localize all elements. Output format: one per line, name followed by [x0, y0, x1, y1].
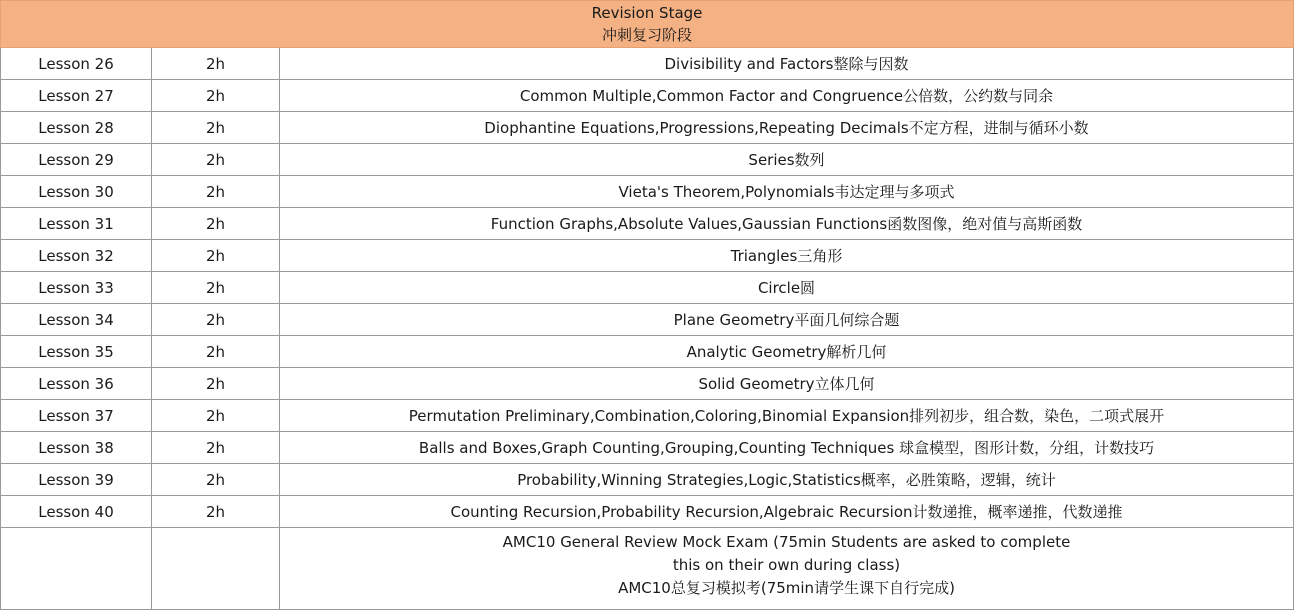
topic-cell: Permutation Preliminary,Combination,Coloring,Binomial Expansion排列初步，组合数，染色，二项式展开 [280, 400, 1294, 432]
table-row [1, 304, 1294, 336]
hours-cell: 2h [152, 304, 280, 336]
hours-cell: 2h [152, 144, 280, 176]
mock-exam-line2: this on their own during class) [672, 556, 901, 574]
lesson-cell [1, 528, 152, 610]
table-row [1, 48, 1294, 80]
hours-cell: 2h [152, 240, 280, 272]
topic-cell: Analytic Geometry解析几何 [280, 336, 1294, 368]
mock-exam-line3: AMC10总复习模拟考(75min请学生课下自行完成) [618, 579, 955, 597]
hours-cell: 2h [152, 432, 280, 464]
table-row [1, 432, 1294, 464]
hours-cell: 2h [152, 80, 280, 112]
lesson-cell: Lesson 34 [1, 304, 152, 336]
hours-cell: 2h [152, 272, 280, 304]
lesson-cell: Lesson 39 [1, 464, 152, 496]
lesson-cell: Lesson 30 [1, 176, 152, 208]
hours-cell: 2h [152, 400, 280, 432]
topic-cell: Counting Recursion,Probability Recursion,Algebraic Recursion计数递推，概率递推，代数递推 [280, 496, 1294, 528]
lesson-cell: Lesson 35 [1, 336, 152, 368]
lesson-cell: Lesson 32 [1, 240, 152, 272]
hours-cell: 2h [152, 336, 280, 368]
lesson-cell: Lesson 38 [1, 432, 152, 464]
topic-cell: Triangles三角形 [280, 240, 1294, 272]
hours-cell: 2h [152, 176, 280, 208]
mock-exam-cell [280, 528, 1294, 610]
topic-cell: Common Multiple,Common Factor and Congruence公倍数，公约数与同余 [280, 80, 1294, 112]
lesson-cell: Lesson 40 [1, 496, 152, 528]
topic-cell: Function Graphs,Absolute Values,Gaussian Functions函数图像，绝对值与高斯函数 [280, 208, 1294, 240]
table-row [1, 368, 1294, 400]
stage-subtitle: 冲刺复习阶段 [601, 26, 692, 44]
mock-exam-row [1, 528, 1294, 610]
topic-cell: Vieta's Theorem,Polynomials韦达定理与多项式 [280, 176, 1294, 208]
hours-cell: 2h [152, 368, 280, 400]
table-row [1, 80, 1294, 112]
table-row [1, 144, 1294, 176]
hours-cell [152, 528, 280, 610]
table-row [1, 208, 1294, 240]
topic-cell: Probability,Winning Strategies,Logic,Statistics概率，必胜策略，逻辑，统计 [280, 464, 1294, 496]
table-row [1, 400, 1294, 432]
lesson-cell: Lesson 26 [1, 48, 152, 80]
topic-cell: Balls and Boxes,Graph Counting,Grouping,Counting Techniques 球盒模型，图形计数，分组，计数技巧 [280, 432, 1294, 464]
hours-cell: 2h [152, 496, 280, 528]
lesson-cell: Lesson 33 [1, 272, 152, 304]
table-row [1, 240, 1294, 272]
stage-header-cell [1, 1, 1294, 48]
table-body [1, 1, 1294, 610]
topic-cell: Series数列 [280, 144, 1294, 176]
table-row [1, 336, 1294, 368]
lesson-cell: Lesson 31 [1, 208, 152, 240]
hours-cell: 2h [152, 48, 280, 80]
topic-cell: Circle圆 [280, 272, 1294, 304]
topic-cell: Divisibility and Factors整除与因数 [280, 48, 1294, 80]
topic-cell: Plane Geometry平面几何综合题 [280, 304, 1294, 336]
table-row [1, 272, 1294, 304]
lesson-cell: Lesson 36 [1, 368, 152, 400]
hours-cell: 2h [152, 464, 280, 496]
lesson-cell: Lesson 28 [1, 112, 152, 144]
stage-header-row [1, 1, 1294, 48]
table-row [1, 176, 1294, 208]
mock-exam-line1: AMC10 General Review Mock Exam (75min Students are asked to complete [502, 533, 1071, 551]
lesson-cell: Lesson 37 [1, 400, 152, 432]
lesson-cell: Lesson 27 [1, 80, 152, 112]
lesson-cell: Lesson 29 [1, 144, 152, 176]
table-row [1, 496, 1294, 528]
table-row [1, 112, 1294, 144]
stage-title: Revision Stage [591, 4, 703, 22]
topic-cell: Solid Geometry立体几何 [280, 368, 1294, 400]
hours-cell: 2h [152, 112, 280, 144]
hours-cell: 2h [152, 208, 280, 240]
topic-cell: Diophantine Equations,Progressions,Repeating Decimals不定方程，进制与循环小数 [280, 112, 1294, 144]
table-row [1, 464, 1294, 496]
